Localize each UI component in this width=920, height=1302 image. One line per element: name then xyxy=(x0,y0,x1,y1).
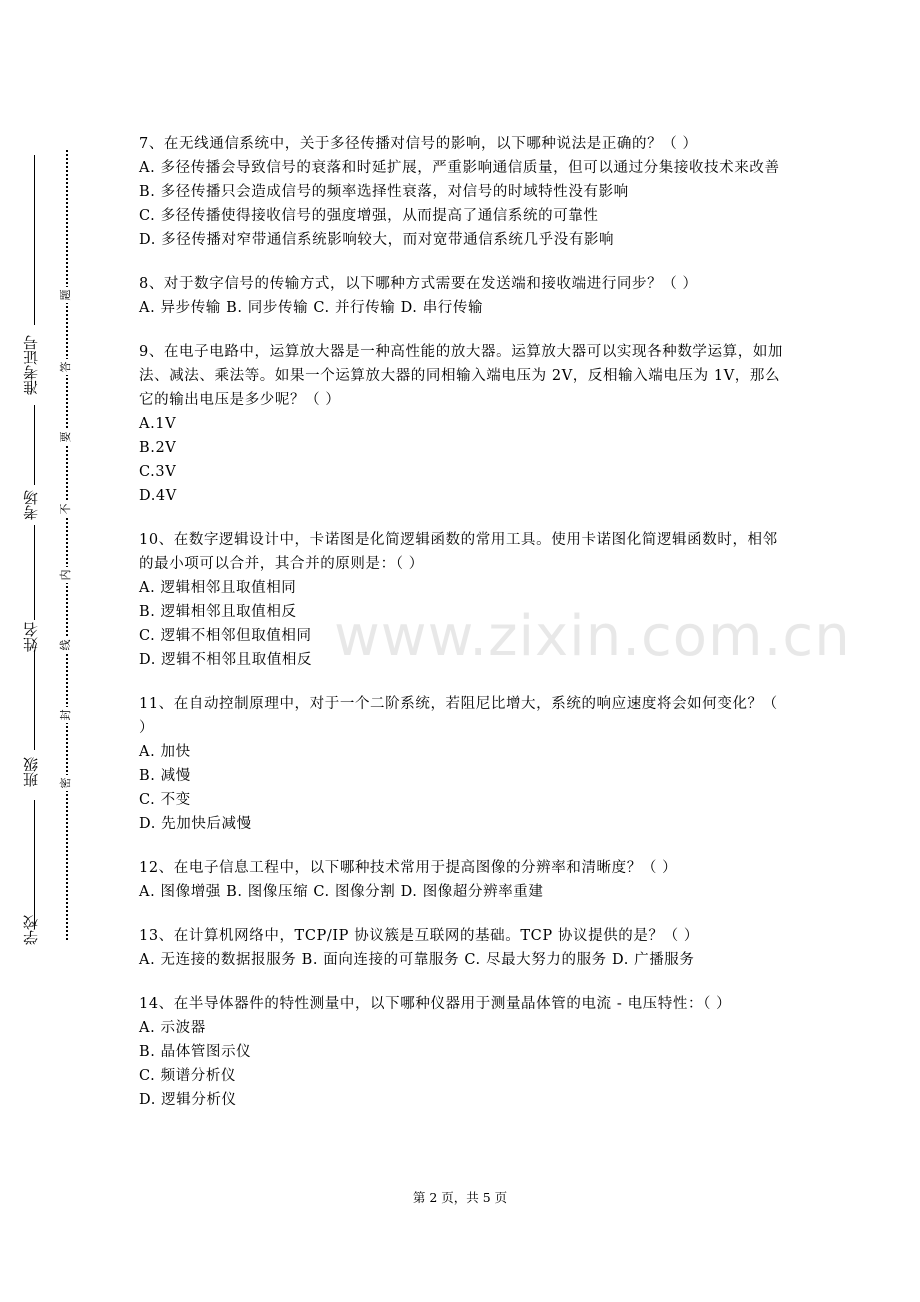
option: C. 逻辑不相邻但取值相同 xyxy=(139,628,312,644)
option: D. 逻辑不相邻且取值相反 xyxy=(139,652,313,668)
question-stem: 9、在电子电路中，运算放大器是一种高性能的放大器。运算放大器可以实现各种数学运算，如加法、减法、乘法等。如果一个运算放大器的同相输入端电压为 2V，反相输入端电压为 1V，那么它的输出电压是多少呢？（ ） xyxy=(139,344,784,408)
option: A. 逻辑相邻且取值相同 xyxy=(139,580,297,596)
option: B.2V xyxy=(139,440,177,456)
option: C. 频谱分析仪 xyxy=(139,1068,237,1084)
option: D. 多径传播对窄带通信系统影响较大，而对宽带通信系统几乎没有影响 xyxy=(139,232,615,248)
seal-char: 密 xyxy=(59,775,73,791)
option: D. 先加快后减慢 xyxy=(139,816,252,832)
option: A. 加快 xyxy=(139,744,191,760)
option: B. 减慢 xyxy=(139,768,191,784)
ticket-number-underline xyxy=(34,155,35,325)
ticket-number-label: 准考证号 xyxy=(22,335,40,395)
option: D. 逻辑分析仪 xyxy=(139,1092,237,1108)
option: A. 异步传输 B. 同步传输 C. 并行传输 D. 串行传输 xyxy=(139,300,484,316)
name-underline xyxy=(34,525,35,620)
option: C. 不变 xyxy=(139,792,191,808)
seal-char: 答 xyxy=(59,359,73,375)
question-8 xyxy=(139,272,789,320)
question-7 xyxy=(139,132,789,252)
page-footer: 第 2 页，共 5 页 xyxy=(412,1190,508,1205)
option: B. 多径传播只会造成信号的频率选择性衰落，对信号的时域特性没有影响 xyxy=(139,184,629,200)
seal-char: 内 xyxy=(59,567,73,583)
question-14 xyxy=(139,992,789,1112)
question-stem: 7、在无线通信系统中，关于多径传播对信号的影响，以下哪种说法是正确的？（ ） xyxy=(139,136,698,152)
question-stem: 14、在半导体器件的特性测量中，以下哪种仪器用于测量晶体管的电流 - 电压特性：（ ） xyxy=(139,996,732,1012)
seal-dotted-line xyxy=(66,150,68,940)
binding-margin xyxy=(0,140,110,950)
question-stem: 11、在自动控制原理中，对于一个二阶系统，若阻尼比增大，系统的响应速度将会如何变化？（ ） xyxy=(139,696,778,736)
option: D.4V xyxy=(139,488,177,504)
option: C. 多径传播使得接收信号的强度增强，从而提高了通信系统的可靠性 xyxy=(139,208,599,224)
watermark: www.zixin.com.cn xyxy=(334,604,851,669)
school-underline xyxy=(34,800,35,920)
option: A. 无连接的数据报服务 B. 面向连接的可靠服务 C. 尽最大努力的服务 D. 广播服务 xyxy=(139,952,695,968)
school-label: 学校 xyxy=(22,915,40,945)
option: B. 晶体管图示仪 xyxy=(139,1044,252,1060)
question-stem: 13、在计算机网络中，TCP/IP 协议簇是互联网的基础。TCP 协议提供的是？（ ） xyxy=(139,928,699,944)
option: A. 示波器 xyxy=(139,1020,206,1036)
question-9 xyxy=(139,340,789,508)
option: B. 逻辑相邻且取值相反 xyxy=(139,604,297,620)
question-stem: 10、在数字逻辑设计中，卡诺图是化简逻辑函数的常用工具。使用卡诺图化简逻辑函数时，相邻的最小项可以合并，其合并的原则是：（ ） xyxy=(139,532,778,572)
question-stem: 12、在电子信息工程中，以下哪种技术常用于提高图像的分辨率和清晰度？（ ） xyxy=(139,860,678,876)
question-12 xyxy=(139,856,789,904)
option: A. 多径传播会导致信号的衰落和时延扩展，严重影响通信质量，但可以通过分集接收技术来改善 xyxy=(139,160,780,176)
seal-char: 要 xyxy=(59,429,73,445)
seal-char: 线 xyxy=(59,637,73,653)
question-13 xyxy=(139,924,789,972)
seal-char: 不 xyxy=(59,501,73,517)
seal-char: 题 xyxy=(59,287,73,303)
option: A. 图像增强 B. 图像压缩 C. 图像分割 D. 图像超分辨率重建 xyxy=(139,884,544,900)
class-underline xyxy=(34,650,35,750)
exam-room-underline xyxy=(34,405,35,485)
class-label: 班级 xyxy=(22,757,40,788)
option: C.3V xyxy=(139,464,177,480)
name-label: 姓名 xyxy=(22,622,40,653)
seal-char: 封 xyxy=(59,707,73,723)
question-11 xyxy=(139,692,789,836)
option: A.1V xyxy=(139,416,177,432)
exam-room-label: 考场 xyxy=(22,490,40,520)
question-stem: 8、对于数字信号的传输方式，以下哪种方式需要在发送端和接收端进行同步？（ ） xyxy=(139,276,698,292)
